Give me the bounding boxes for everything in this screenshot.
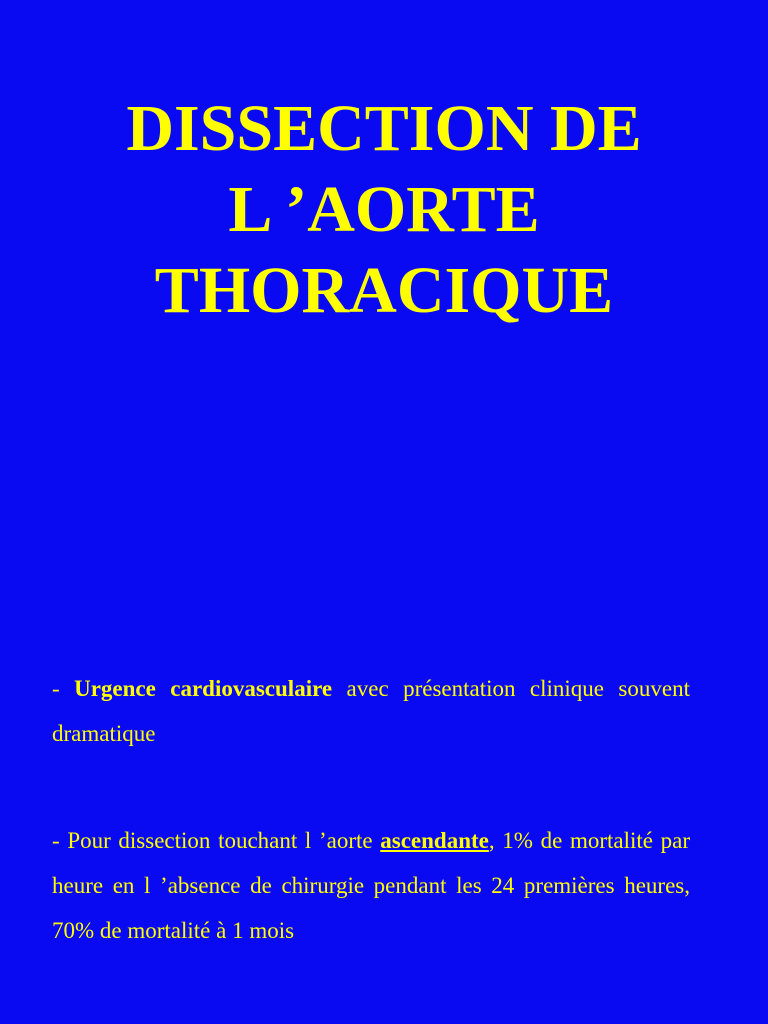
title-line-3: THORACIQUE — [154, 254, 614, 327]
paragraph-urgency — [52, 666, 690, 756]
paragraph-urgency-rest: avec présentation clinique souvent dramatique — [52, 676, 690, 746]
paragraph-mortality-start: - Pour dissection touchant l ’aorte — [52, 828, 381, 853]
title-line-2: L ’AORTE — [228, 173, 540, 246]
paragraph-mortality — [52, 818, 690, 953]
paragraph-mortality-emphasis: ascendante — [380, 828, 489, 853]
title-line-1: DISSECTION DE — [126, 92, 642, 165]
paragraph-mortality-rest: , 1% de mortalité par heure en l ’absence de chirurgie pendant les 24 premières heures, 70% de mortalité à 1 mois — [52, 828, 691, 943]
paragraph-urgency-dash: - — [52, 676, 75, 701]
paragraph-urgency-bold: Urgence cardiovasculaire — [74, 676, 333, 701]
slide-title — [0, 88, 768, 331]
